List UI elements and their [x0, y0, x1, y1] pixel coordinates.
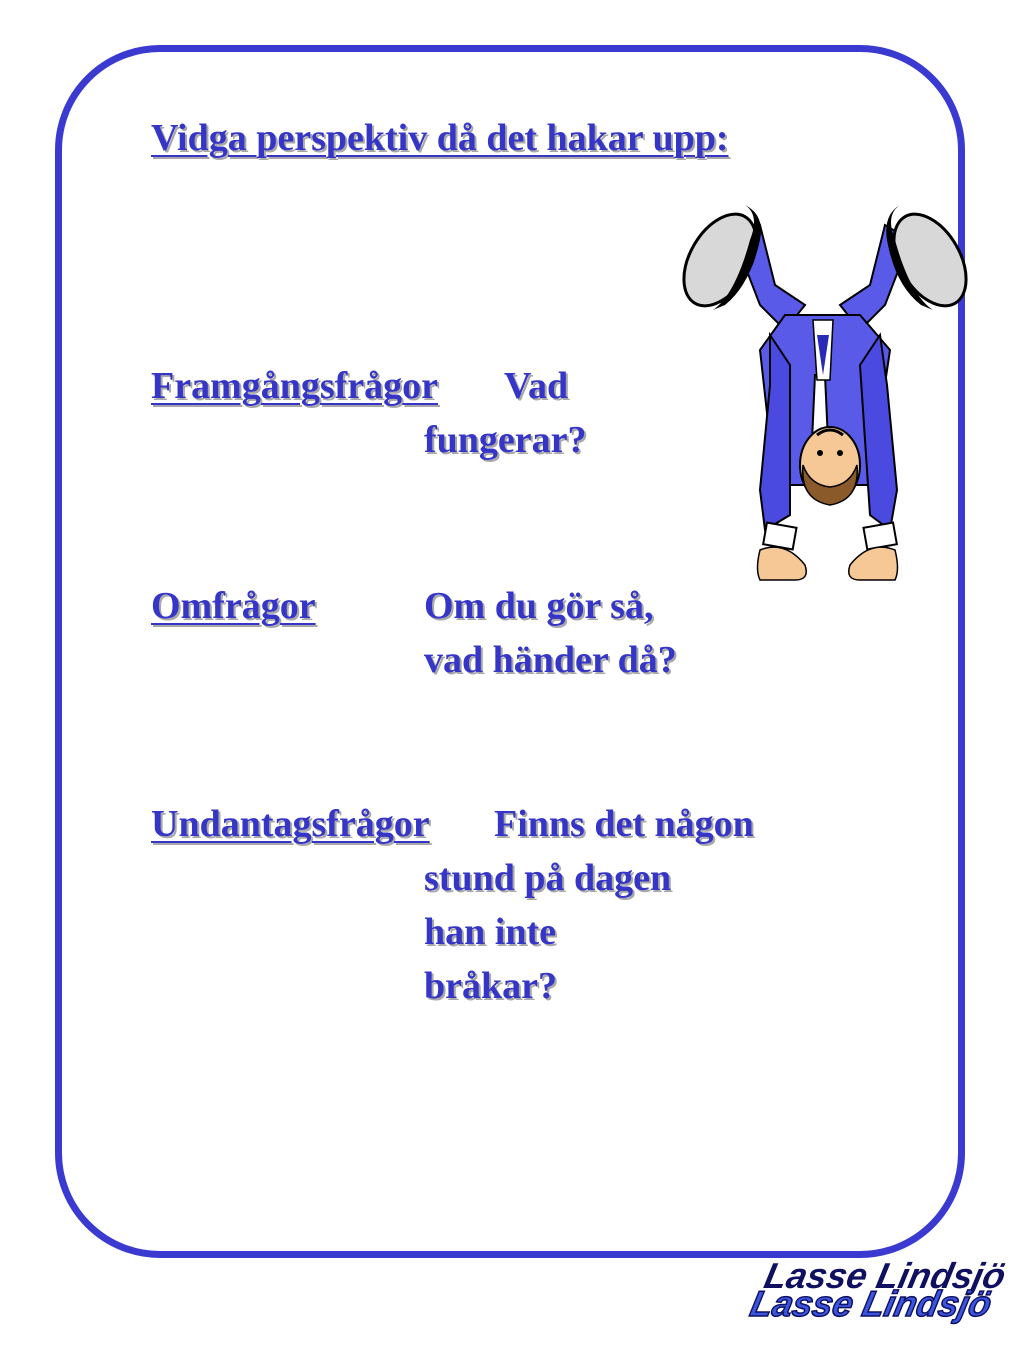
- section-line: Finns det någon: [494, 803, 754, 845]
- section-line: fungerar?: [424, 419, 587, 461]
- section-term-framgangsfragor: Framgångsfrågor: [151, 365, 439, 407]
- section-line: vad händer då?: [424, 639, 677, 681]
- svg-text:Lasse Lindsjö: Lasse Lindsjö: [760, 1255, 1010, 1296]
- section-line: Vad: [504, 365, 569, 407]
- section-line: han inte: [424, 911, 556, 953]
- lasse-lindsjo-logo: [746, 1255, 1010, 1324]
- section-line: Om du gör så,: [424, 585, 654, 627]
- handstand-man-illustration: [665, 185, 980, 585]
- page-heading: Vidga perspektiv då det hakar upp:: [151, 117, 729, 159]
- section-term-omfragor: Omfrågor: [151, 585, 316, 627]
- section-line: stund på dagen: [424, 857, 672, 899]
- section-term-undantagsfragor: Undantagsfrågor: [151, 803, 430, 845]
- svg-text:Lasse Lindsjö: Lasse Lindsjö: [746, 1283, 996, 1324]
- section-line: bråkar?: [424, 965, 557, 1007]
